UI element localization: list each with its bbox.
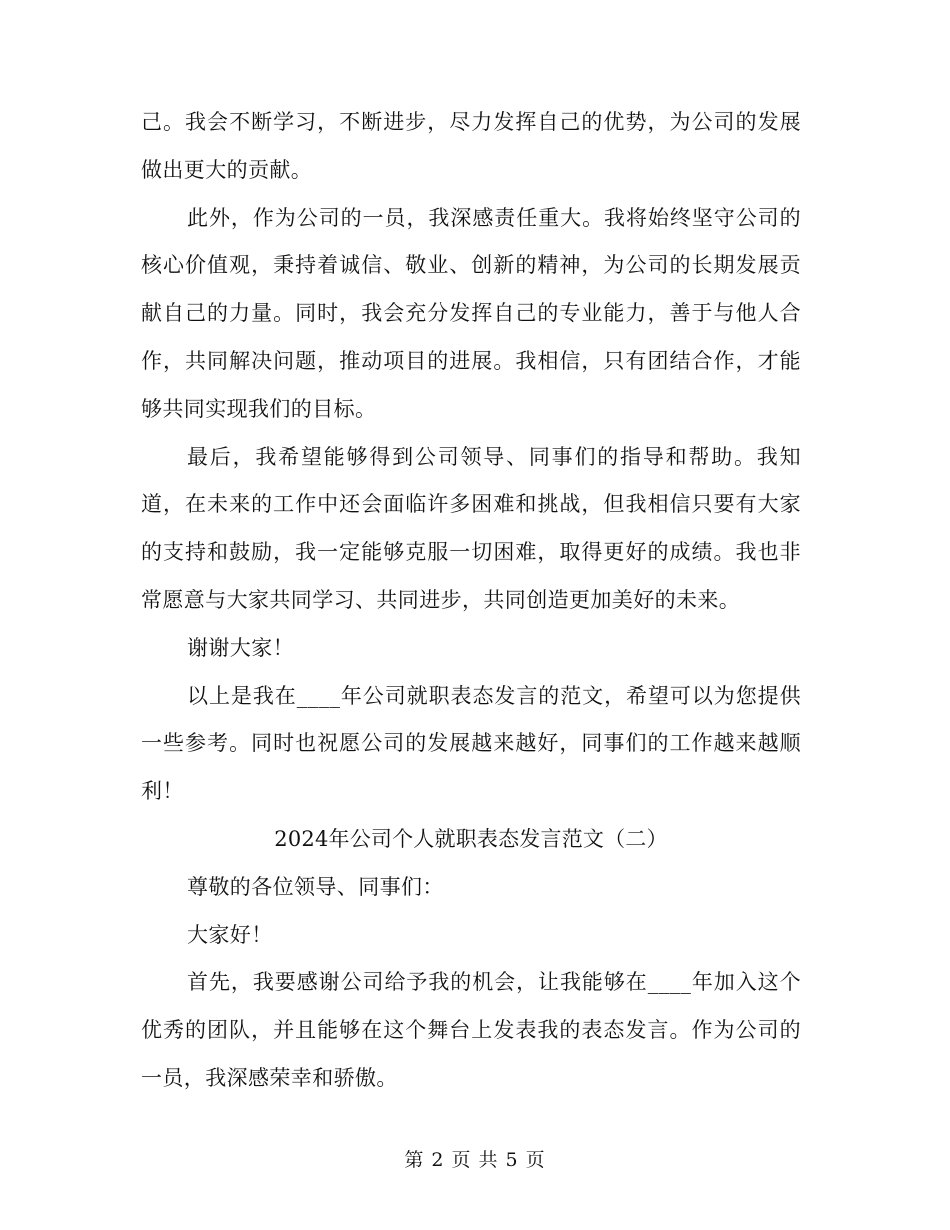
paragraph-opening: 首先，我要感谢公司给予我的机会，让我能够在____年加入这个优秀的团队，并且能够在这个舞台上发表我的表态发言。作为公司的一员，我深感荣幸和骄傲。 <box>141 970 801 1090</box>
section-heading: 2024年公司个人就职表态发言范文（二） <box>274 826 668 851</box>
paragraph-greeting: 大家好！ <box>187 922 273 947</box>
paragraph-continuation: 己。我会不断学习，不断进步，尽力发挥自己的优势，为公司的发展做出更大的贡献。 <box>141 110 801 182</box>
paragraph-thanks: 谢谢大家！ <box>187 635 294 660</box>
paragraph-salutation: 尊敬的各位领导、同事们： <box>187 874 444 899</box>
document-body <box>141 99 801 1103</box>
paragraph-closing-hope: 最后，我希望能够得到公司领导、同事们的指导和帮助。我知道，在未来的工作中还会面临许多困难和挑战，但我相信只要有大家的支持和鼓励，我一定能够克服一切困难，取得更好的成绩。我也非常愿意与大家共同学习、共同进步，共同创造更加美好的未来。 <box>141 444 801 612</box>
paragraph-responsibility: 此外，作为公司的一员，我深感责任重大。我将始终坚守公司的核心价值观，秉持着诚信、敬业、创新的精神，为公司的长期发展贡献自己的力量。同时，我会充分发挥自己的专业能力，善于与他人合作，共同解决问题，推动项目的进展。我相信，只有团结合作，才能够共同实现我们的目标。 <box>141 205 801 421</box>
paragraph-summary: 以上是我在____年公司就职表态发言的范文，希望可以为您提供一些参考。同时也祝愿公司的发展越来越好，同事们的工作越来越顺利！ <box>141 683 801 804</box>
page-footer: 第 2 页 共 5 页 <box>404 1149 546 1171</box>
